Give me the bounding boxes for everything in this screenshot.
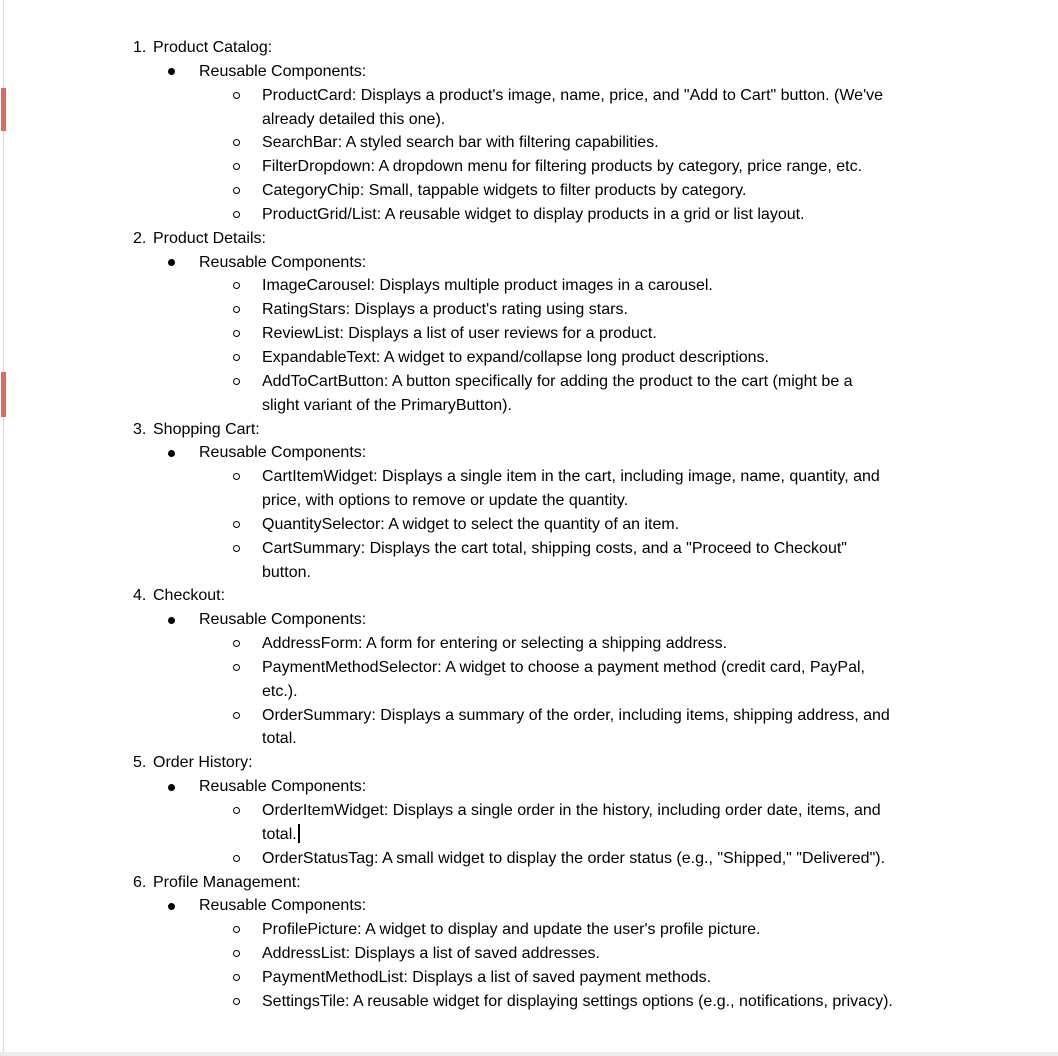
list-item-level1[interactable]: [0, 751, 1040, 775]
bullet-icon: [168, 450, 175, 457]
hollow-bullet-icon: [233, 807, 240, 814]
list-item-level3[interactable]: [0, 966, 1040, 990]
item-line: [262, 704, 1040, 728]
list-item-level2[interactable]: [0, 441, 1040, 465]
item-text: already detailed this one).: [262, 110, 446, 128]
list-item-level3[interactable]: [0, 84, 1040, 108]
item-line: [262, 823, 1040, 847]
hollow-bullet-icon: [233, 187, 240, 194]
section-subheading: Reusable Components:: [199, 444, 367, 462]
item-line: [262, 394, 1040, 418]
item-line: [262, 346, 1040, 370]
item-line: [262, 727, 1040, 751]
item-text: etc.).: [262, 682, 298, 700]
item-text: QuantitySelector: A widget to select the quantity of an item.: [262, 515, 680, 533]
item-line: [262, 131, 1040, 155]
hollow-bullet-icon: [233, 545, 240, 552]
list-number: 2.: [133, 229, 147, 247]
item-line: [262, 179, 1040, 203]
hollow-bullet-icon: [233, 712, 240, 719]
list-item-level3[interactable]: [0, 298, 1040, 322]
hollow-bullet-icon: [233, 473, 240, 480]
list-item-level1[interactable]: [0, 36, 1040, 60]
list-number: 1.: [133, 39, 147, 56]
list-item-level3[interactable]: [0, 155, 1040, 179]
item-line: [262, 322, 1040, 346]
section-title: Profile Management:: [153, 873, 301, 891]
item-line: [262, 370, 1040, 394]
list-item-level2[interactable]: [0, 608, 1040, 632]
list-item-level3[interactable]: [0, 513, 1040, 537]
text-cursor: [298, 824, 300, 843]
item-line: [262, 990, 1040, 1014]
item-text: FilterDropdown: A dropdown menu for filtering products by category, price range, etc.: [262, 158, 863, 176]
item-line: [262, 108, 1040, 132]
item-text: ImageCarousel: Displays multiple product images in a carousel.: [262, 277, 713, 295]
hollow-bullet-icon: [233, 664, 240, 671]
item-text: slight variant of the PrimaryButton).: [262, 396, 512, 414]
section-subheading: Reusable Components:: [199, 897, 367, 915]
list-item-level3[interactable]: [0, 823, 1040, 847]
list-item-level3[interactable]: [0, 131, 1040, 155]
item-text: SettingsTile: A reusable widget for displaying settings options (e.g., notifications, privacy).: [262, 992, 893, 1010]
list-item-level1[interactable]: [0, 227, 1040, 251]
item-text: ExpandableText: A widget to expand/collapse long product descriptions.: [262, 348, 769, 366]
hollow-bullet-icon: [233, 950, 240, 957]
bullet-icon: [168, 784, 175, 791]
hollow-bullet-icon: [233, 163, 240, 170]
revision-marker-2: [1, 372, 6, 417]
item-line: [262, 680, 1040, 704]
item-line: [262, 298, 1040, 322]
list-item-level3[interactable]: [0, 704, 1040, 728]
item-text: RatingStars: Displays a product's rating using stars.: [262, 301, 628, 319]
hollow-bullet-icon: [233, 998, 240, 1005]
item-line: [262, 513, 1040, 537]
section-title: Shopping Cart:: [153, 420, 260, 438]
list-item-level3[interactable]: [0, 537, 1040, 561]
section-subheading: Reusable Components:: [199, 62, 367, 80]
item-text: ProfilePicture: A widget to display and update the user's profile picture.: [262, 921, 761, 939]
bullet-icon: [168, 259, 175, 266]
item-line: [262, 155, 1040, 179]
item-line: [262, 489, 1040, 513]
item-text: ProductGrid/List: A reusable widget to display products in a grid or list layout.: [262, 205, 805, 223]
item-text: ReviewList: Displays a list of user reviews for a product.: [262, 325, 657, 343]
item-text: AddressList: Displays a list of saved addresses.: [262, 945, 600, 963]
list-item-level3[interactable]: [0, 561, 1040, 585]
section-title: Product Details:: [153, 229, 266, 247]
list-item-level2[interactable]: [0, 60, 1040, 84]
hollow-bullet-icon: [233, 306, 240, 313]
item-text: button.: [262, 563, 311, 581]
list-item-level3[interactable]: [0, 489, 1040, 513]
item-text: CartItemWidget: Displays a single item in the cart, including image, name, quantity, and: [262, 468, 880, 486]
list-item-level3[interactable]: [0, 656, 1040, 680]
item-line: [262, 656, 1040, 680]
list-item-level2[interactable]: [0, 894, 1040, 918]
item-line: [262, 465, 1040, 489]
item-line: [262, 966, 1040, 990]
item-text: CartSummary: Displays the cart total, shipping costs, and a "Proceed to Checkout": [262, 539, 847, 557]
item-text: OrderItemWidget: Displays a single order in the history, including order date, items, and: [262, 802, 881, 819]
item-line: [262, 537, 1040, 561]
hollow-bullet-icon: [233, 211, 240, 218]
item-text: OrderSummary: Displays a summary of the order, including items, shipping address, and: [262, 706, 890, 724]
list-item-level3[interactable]: [0, 918, 1040, 942]
page-bottom-edge: [0, 1052, 1058, 1056]
hollow-bullet-icon: [233, 855, 240, 862]
item-text: ProductCard: Displays a product's image, name, price, and "Add to Cart" button. (We've: [262, 86, 884, 104]
list-item-level3[interactable]: [0, 942, 1040, 966]
item-line: [262, 918, 1040, 942]
list-item-level3[interactable]: [0, 632, 1040, 656]
hollow-bullet-icon: [233, 521, 240, 528]
item-text: SearchBar: A styled search bar with filtering capabilities.: [262, 134, 659, 152]
outline-list: [0, 36, 1040, 1014]
item-text: total.: [262, 730, 297, 748]
bullet-icon: [168, 903, 175, 910]
list-item-level3[interactable]: [0, 680, 1040, 704]
list-item-level2[interactable]: [0, 251, 1040, 275]
list-item-level2[interactable]: [0, 775, 1040, 799]
item-text: OrderStatusTag: A small widget to display the order status (e.g., "Shipped," "Delivered").: [262, 849, 886, 867]
item-text: PaymentMethodList: Displays a list of saved payment methods.: [262, 968, 712, 986]
hollow-bullet-icon: [233, 974, 240, 981]
list-number: 3.: [133, 420, 147, 438]
list-item-level3[interactable]: [0, 799, 1040, 823]
list-item-level3[interactable]: [0, 990, 1040, 1014]
section-subheading: Reusable Components:: [199, 778, 367, 796]
section-title: Product Catalog:: [153, 39, 273, 56]
hollow-bullet-icon: [233, 92, 240, 99]
hollow-bullet-icon: [233, 926, 240, 933]
item-line: [262, 632, 1040, 656]
item-text: AddressForm: A form for entering or selecting a shipping address.: [262, 635, 728, 653]
hollow-bullet-icon: [233, 282, 240, 289]
list-item-level1[interactable]: [0, 418, 1040, 442]
item-text: CategoryChip: Small, tappable widgets to filter products by category.: [262, 182, 747, 200]
item-line: [262, 274, 1040, 298]
item-text: total.: [262, 825, 297, 843]
bullet-icon: [168, 617, 175, 624]
list-number: 4.: [133, 587, 147, 605]
list-item-level3[interactable]: [0, 465, 1040, 489]
list-number: 5.: [133, 754, 147, 772]
list-item-level3[interactable]: [0, 394, 1040, 418]
list-item-level3[interactable]: [0, 108, 1040, 132]
list-item-level1[interactable]: [0, 871, 1040, 895]
item-text: price, with options to remove or update the quantity.: [262, 492, 629, 510]
item-line: [262, 84, 1040, 108]
section-title: Order History:: [153, 754, 253, 772]
revision-marker-1: [1, 88, 6, 131]
item-line: [262, 203, 1040, 227]
list-item-level3[interactable]: [0, 179, 1040, 203]
section-title: Checkout:: [153, 587, 226, 605]
hollow-bullet-icon: [233, 330, 240, 337]
list-item-level3[interactable]: [0, 370, 1040, 394]
hollow-bullet-icon: [233, 640, 240, 647]
list-item-level3[interactable]: [0, 727, 1040, 751]
list-item-level3[interactable]: [0, 274, 1040, 298]
section-subheading: Reusable Components:: [199, 611, 367, 629]
item-text: PaymentMethodSelector: A widget to choose a payment method (credit card, PayPal,: [262, 658, 865, 676]
item-line: [262, 799, 1040, 823]
hollow-bullet-icon: [233, 139, 240, 146]
item-line: [262, 561, 1040, 585]
item-text: AddToCartButton: A button specifically for adding the product to the cart (might be a: [262, 372, 853, 390]
list-item-level3[interactable]: [0, 847, 1040, 871]
item-line: [262, 847, 1040, 871]
section-subheading: Reusable Components:: [199, 253, 367, 271]
list-number: 6.: [133, 873, 147, 891]
list-item-level3[interactable]: [0, 346, 1040, 370]
list-item-level3[interactable]: [0, 322, 1040, 346]
hollow-bullet-icon: [233, 378, 240, 385]
hollow-bullet-icon: [233, 354, 240, 361]
list-item-level3[interactable]: [0, 203, 1040, 227]
item-line: [262, 942, 1040, 966]
bullet-icon: [168, 68, 175, 75]
list-item-level1[interactable]: [0, 584, 1040, 608]
